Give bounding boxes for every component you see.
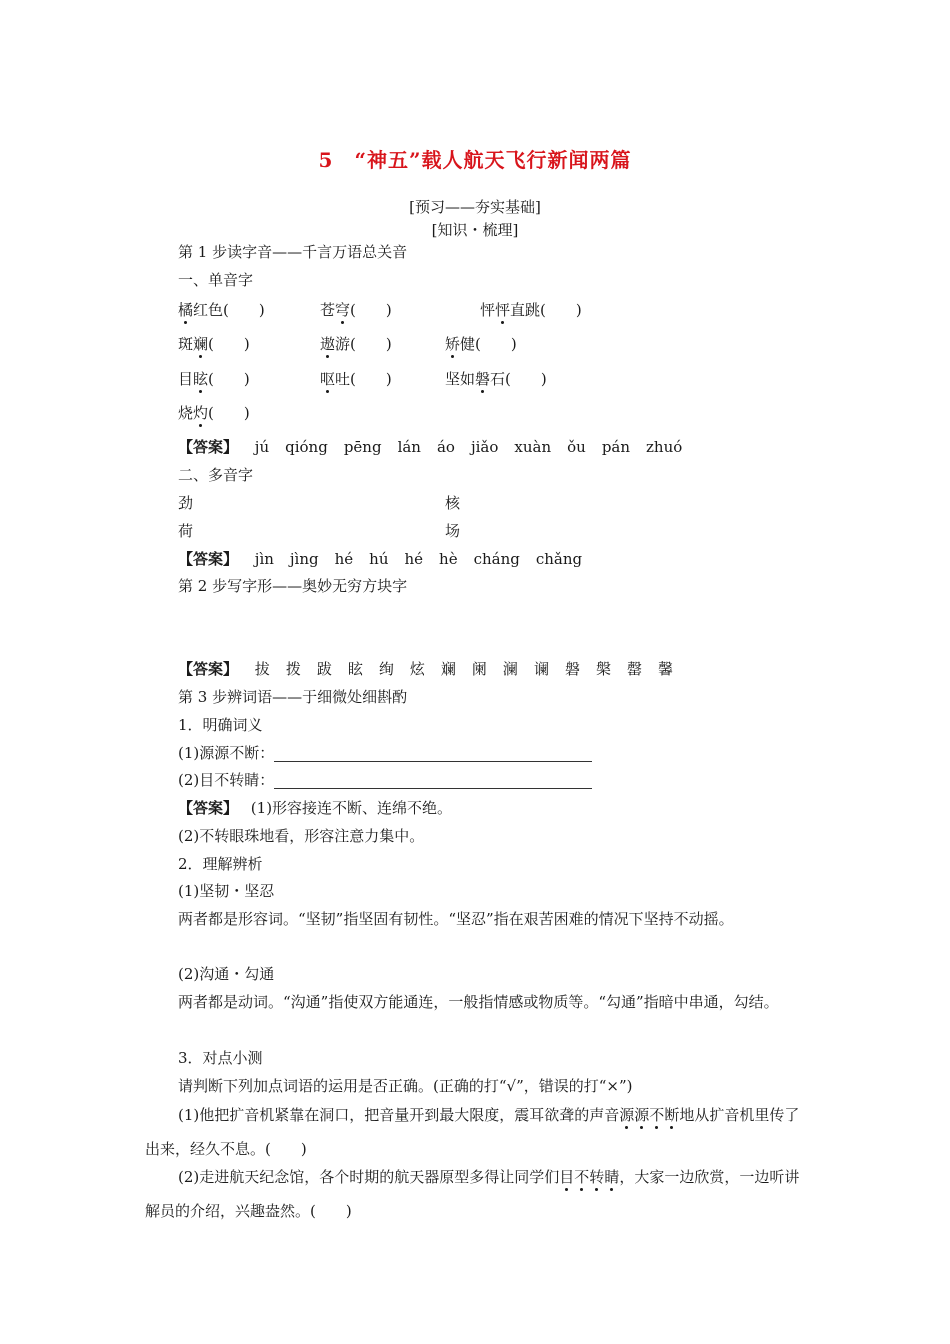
compare-text-1: 两者都是形容词。“坚韧”指坚固有韧性。“坚忍”指在艰苦困难的情况下坚持不动摇。 [178,910,734,928]
dotted-char: 源 [634,1106,650,1124]
single-char-heading: 一、单音字 [178,271,254,289]
dotted-char: 磐 [475,370,491,388]
question-text: 地从扩音机里传了出来，经久不息。( ) [145,1106,800,1158]
single-char-item: 坚如磐石( ) [445,370,547,388]
answer-pinyin-list [255,550,598,568]
answer-label: 【答案】 [178,438,239,456]
pinyin-item: jìng [289,550,319,568]
multi-char: 场 [445,522,461,540]
pinyin-item: jú [254,438,270,456]
multi-char: 劲 [178,494,194,512]
dotted-char: 源 [619,1106,635,1124]
answer-row-2 [178,549,598,569]
dotted-phrase [619,1106,679,1124]
single-char-item: 遨游( ) [320,335,392,353]
step2-heading: 第 2 步写字形——奥妙无穷方块字 [178,577,408,595]
pinyin-item: zhuó [646,438,683,456]
dotted-char: 穹 [335,301,351,319]
subsection-2-heading: 2．理解辨析 [178,855,263,873]
question-label: (2)目不转睛： [178,771,275,789]
definition-answer-1 [178,798,452,818]
question-text: ，大家一边欣赏，一边听讲解员的介绍，兴趣盎然。( ) [145,1168,800,1220]
answer-char: 磐 [564,660,580,678]
answer-char: 澜 [502,660,518,678]
answer-char: 炫 [409,660,425,678]
answer-char: 馨 [658,660,674,678]
dotted-char: 目 [559,1168,575,1186]
multi-char-heading: 二、多音字 [178,466,254,484]
single-char-item: 苍穹( ) [320,301,392,319]
dotted-char: 灼 [193,404,209,422]
definition-answer-2: (2)不转眼珠地看，形容注意力集中。 [178,827,425,845]
single-char-item: 烧灼( ) [178,404,250,422]
pinyin-item: áo [436,438,455,456]
answer-char: 斓 [440,660,456,678]
answer-blank[interactable] [274,774,592,789]
answer-char-list [255,660,689,678]
pinyin-item: jìn [254,550,274,568]
answer-char: 拔 [254,660,270,678]
section-knowledge: [知识・梳理] [431,221,519,239]
pinyin-item: xuàn [514,438,552,456]
answer-label: 【答案】 [178,799,239,817]
dotted-char: 呕 [320,370,336,388]
pinyin-item: ǒu [567,438,586,456]
section-preview: [预习——夯实基础] [409,198,541,216]
single-char-item: 斑斓( ) [178,335,250,353]
single-char-item: 怦怦直跳( ) [480,301,582,319]
quiz-question-2 [145,1160,810,1228]
dotted-char: 遨 [320,335,336,353]
compare-title-2: (2)沟通・勾通 [178,965,275,983]
dotted-char: 眩 [193,370,209,388]
single-char-item: 目眩( ) [178,370,250,388]
dotted-char: 不 [574,1168,590,1186]
answer-char: 槃 [595,660,611,678]
pinyin-item: cháng [473,550,520,568]
pinyin-item: lán [397,438,421,456]
dotted-char: 不 [649,1106,665,1124]
question-text: (1)他把扩音机紧靠在洞口，把音量开到最大限度，震耳欲聋的声音 [178,1106,620,1124]
answer-pinyin-list [255,438,699,456]
single-char-item: 呕吐( ) [320,370,392,388]
answer-char: 谰 [533,660,549,678]
step1-heading: 第 1 步读字音——千言万语总关音 [178,243,408,261]
dotted-char: 睛 [604,1168,620,1186]
pinyin-item: hú [369,550,389,568]
answer-blank[interactable] [274,747,592,762]
question-text: (2)走进航天纪念馆，各个时期的航天器原型多得让同学们 [178,1168,560,1186]
step3-heading: 第 3 步辨词语——于细微处细斟酌 [178,688,408,706]
multi-char: 荷 [178,522,194,540]
single-char-item: 矫健( ) [445,335,517,353]
dotted-char: 矫 [445,335,461,353]
dotted-char: 转 [589,1168,605,1186]
dotted-phrase [559,1168,619,1186]
pinyin-item: jiǎo [470,438,499,456]
pinyin-item: qióng [285,438,328,456]
multi-char: 核 [445,494,461,512]
quiz-instruction: 请判断下列加点词语的运用是否正确。(正确的打“√”，错误的打“×”) [178,1077,633,1095]
quiz-question-1 [145,1098,810,1166]
pinyin-item: pēng [343,438,382,456]
answer-row-3 [178,659,689,679]
answer-char: 跋 [316,660,332,678]
compare-title-1: (1)坚韧・坚忍 [178,882,275,900]
answer-row-1 [178,437,698,457]
pinyin-item: hé [404,550,424,568]
single-char-item: 橘红色( ) [178,301,265,319]
pinyin-item: hé [334,550,354,568]
dotted-char: 断 [664,1106,680,1124]
definition-question-2 [178,770,592,790]
dotted-char: 怦 [495,301,511,319]
pinyin-item: chǎng [535,550,583,568]
answer-char: 拨 [285,660,301,678]
subsection-3-heading: 3．对点小测 [178,1049,263,1067]
pinyin-item: pán [601,438,631,456]
dotted-char: 斓 [193,335,209,353]
dotted-char: 橘 [178,301,194,319]
pinyin-item: hè [439,550,458,568]
compare-text-2: 两者都是动词。“沟通”指使双方能通连，一般指情感或物质等。“勾通”指暗中串通，勾结。 [178,993,779,1011]
answer-char: 阑 [471,660,487,678]
answer-char: 罄 [626,660,642,678]
subsection-1-heading: 1．明确词义 [178,716,263,734]
page-title: 5 “神五”载人航天飞行新闻两篇 [318,148,632,172]
definition-question-1 [178,743,592,763]
answer-char: 眩 [347,660,363,678]
answer-text: (1)形容接连不断、连绵不绝。 [250,799,453,817]
answer-label: 【答案】 [178,550,239,568]
question-label: (1)源源不断： [178,744,275,762]
answer-char: 绚 [378,660,394,678]
answer-label: 【答案】 [178,660,239,678]
